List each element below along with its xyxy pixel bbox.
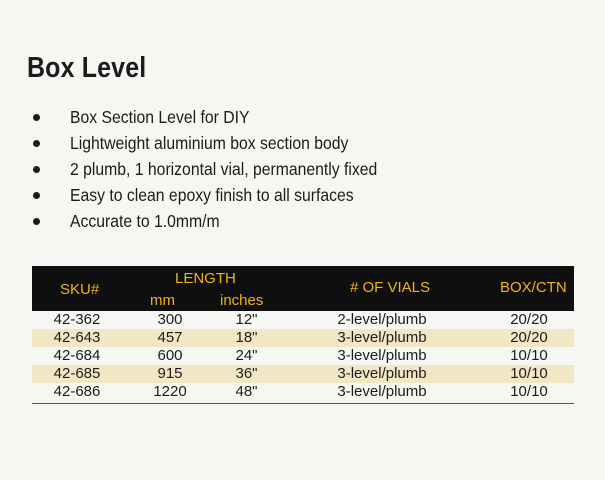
- cell-inches: 36": [235, 365, 258, 382]
- header-box: BOX/CTN: [500, 279, 567, 296]
- cell-vials: 3-level/plumb: [337, 365, 427, 382]
- cell-mm: 1220: [153, 383, 187, 400]
- table-row: [32, 383, 574, 401]
- cell-sku: 42-686: [53, 383, 101, 400]
- cell-vials: 3-level/plumb: [337, 383, 427, 400]
- list-item: Box Section Level for DIY: [30, 104, 411, 130]
- header-length: LENGTH: [175, 270, 236, 287]
- cell-vials: 3-level/plumb: [337, 329, 427, 346]
- page-title: Box Level: [27, 52, 147, 84]
- cell-inches: 48": [235, 383, 258, 400]
- cell-box: 20/20: [510, 329, 548, 346]
- table-row: [32, 365, 574, 383]
- cell-sku: 42-362: [53, 311, 101, 328]
- cell-mm: 600: [157, 347, 183, 364]
- cell-mm: 457: [157, 329, 183, 346]
- header-vials: # OF VIALS: [350, 279, 431, 296]
- feature-list: [30, 104, 411, 234]
- cell-inches: 12": [235, 311, 258, 328]
- bullet-icon: [33, 114, 40, 121]
- table-row: [32, 347, 574, 365]
- cell-sku: 42-685: [53, 365, 101, 382]
- header-mm: mm: [150, 292, 175, 309]
- header-inches: inches: [220, 292, 264, 309]
- list-item: Lightweight aluminium box section body: [30, 130, 411, 156]
- bullet-icon: [33, 192, 40, 199]
- table-bottom-divider: [32, 403, 574, 404]
- bullet-icon: [33, 166, 40, 173]
- header-sku: SKU#: [60, 281, 100, 298]
- cell-box: 10/10: [510, 383, 548, 400]
- cell-box: 10/10: [510, 347, 548, 364]
- list-item: 2 plumb, 1 horizontal vial, permanently fixed: [30, 156, 411, 182]
- cell-mm: 300: [157, 311, 183, 328]
- list-item: Accurate to 1.0mm/m: [30, 208, 411, 234]
- cell-mm: 915: [157, 365, 183, 382]
- cell-vials: 2-level/plumb: [337, 311, 427, 328]
- spec-table: [32, 266, 574, 404]
- cell-sku: 42-684: [53, 347, 101, 364]
- bullet-icon: [33, 218, 40, 225]
- cell-sku: 42-643: [53, 329, 101, 346]
- table-header: [32, 266, 574, 311]
- table-row: [32, 311, 574, 329]
- cell-vials: 3-level/plumb: [337, 347, 427, 364]
- list-item: Easy to clean epoxy finish to all surfaces: [30, 182, 411, 208]
- cell-inches: 18": [235, 329, 258, 346]
- cell-inches: 24": [235, 347, 258, 364]
- bullet-icon: [33, 140, 40, 147]
- cell-box: 20/20: [510, 311, 548, 328]
- table-row: [32, 329, 574, 347]
- cell-box: 10/10: [510, 365, 548, 382]
